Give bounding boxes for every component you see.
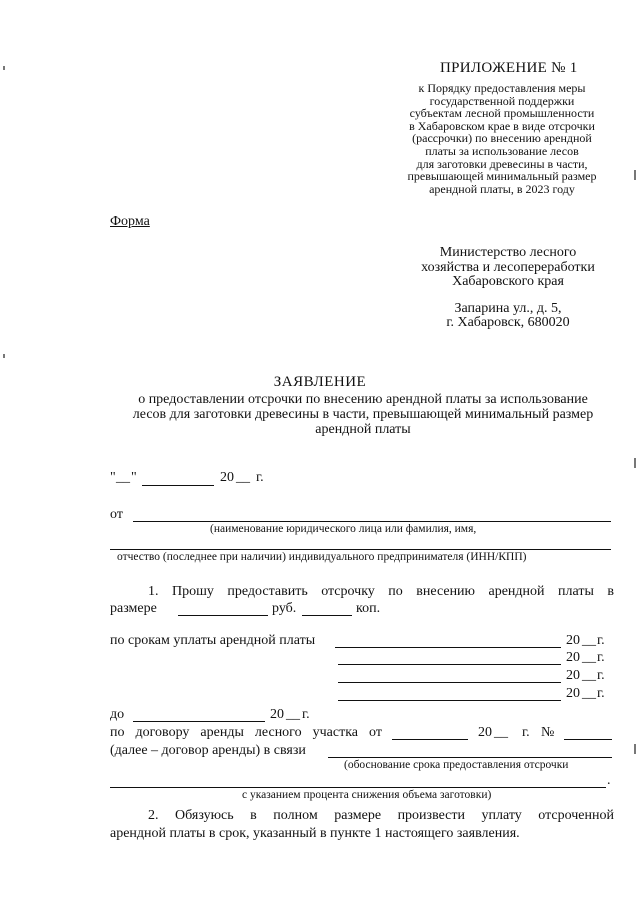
appendix-line: для заготовки древесины в части, [416,156,588,171]
recipient-block [402,246,614,331]
term-field-1[interactable] [335,647,561,648]
recipient-address: г. Хабаровск, 680020 [446,315,570,330]
form-label: Форма [110,214,150,229]
contract-year-blank: __ [494,725,508,740]
date-year-prefix: 20 [220,470,234,485]
appendix-line: (рассрочки) по внесению арендной [412,131,592,146]
from-label: от [110,507,123,522]
contract-date-field[interactable] [392,739,468,740]
term-year-blank: __ [582,686,596,701]
reason-field[interactable] [328,757,612,758]
until-year-prefix: 20 [270,707,284,722]
size-label: размере [110,601,157,616]
term-year-suffix: г. [597,668,605,683]
rub-label: руб. [272,601,297,616]
term-year-suffix: г. [597,633,605,648]
further-label: (далее – договор аренды) в связи [110,743,306,758]
term-year-prefix: 20 [566,650,580,665]
recipient-line: Министерство лесного [439,245,577,260]
date-day-blank: __ [116,470,130,485]
appendix-title: ПРИЛОЖЕНИЕ № 1 [440,60,578,76]
reason-hint: (обоснование срока предоставления отсрочки [344,759,569,771]
date-year-blank: __ [236,470,250,485]
item1-line1: 1. Прошу предоставить отсрочку по внесению арендной платы в [148,584,614,599]
appendix-line: платы за использование лесов [425,143,579,158]
scan-mark [3,354,5,358]
date-month-field[interactable] [142,485,214,486]
until-year-suffix: г. [302,707,310,722]
contract-number-sign: № [541,725,555,740]
subtitle-line: о предоставлении отсрочки по внесению арендной платы за использование [138,392,588,407]
recipient-line: Хабаровского края [452,274,564,289]
contract-number-field[interactable] [564,739,612,740]
kop-label: коп. [356,601,381,616]
contract-year-prefix: 20 [478,725,492,740]
document-subtitle [108,392,618,437]
date-year-suffix: г. [256,470,264,485]
applicant-name-field-2[interactable] [110,549,611,550]
scan-mark [3,66,5,70]
appendix-line: в Хабаровском крае в виде отсрочки [409,118,595,133]
from-hint-2: отчество (последнее при наличии) индивидуального предпринимателя (ИНН/КПП) [117,551,527,563]
scan-mark [634,744,636,754]
recipient-address: Запарина ул., д. 5, [454,300,562,316]
reason-field-2[interactable] [110,787,606,788]
until-label: до [110,707,125,722]
term-year-blank: __ [582,633,596,648]
amount-rub-field[interactable] [178,615,268,616]
appendix-line: государственной поддержки [429,93,575,108]
appendix-text [392,82,612,195]
term-field-3[interactable] [338,682,561,683]
term-year-prefix: 20 [566,633,580,648]
until-date-field[interactable] [133,721,265,722]
term-year-suffix: г. [597,686,605,701]
term-field-4[interactable] [338,700,561,701]
from-hint-1: (наименование юридического лица или фамилия, имя, [210,523,477,535]
term-year-blank: __ [582,668,596,683]
document-title: ЗАЯВЛЕНИЕ [273,374,367,390]
scan-mark [634,170,636,180]
reason-hint-2: с указанием процента снижения объема заготовки) [242,789,492,801]
item2-line2: арендной платы в срок, указанный в пункте 1 настоящего заявления. [110,826,520,841]
applicant-name-field[interactable] [133,521,611,522]
term-year-prefix: 20 [566,668,580,683]
contract-g-label: г. [522,725,530,740]
until-year-blank: __ [286,707,300,722]
reason-period: . [607,773,611,788]
date-quote-close: " [131,470,137,485]
subtitle-line: лесов для заготовки древесины в части, превышающей минимальный размер [132,407,594,422]
recipient-line: хозяйства и лесопереработки [421,259,595,275]
amount-kop-field[interactable] [302,615,352,616]
appendix-line: арендной платы, в 2023 году [429,181,575,196]
term-year-suffix: г. [597,650,605,665]
term-field-2[interactable] [338,664,561,665]
appendix-line: субъектам лесной промышленности [409,106,595,121]
subtitle-line: арендной платы [315,422,411,437]
appendix-line: превышающей минимальный размер [407,169,597,184]
contract-label: по договору аренды лесного участка от [110,725,382,740]
scan-mark [634,458,636,468]
item2-line1: 2. Обязуюсь в полном размере произвести уплату отсроченной [148,808,614,823]
term-year-prefix: 20 [566,686,580,701]
appendix-line: к Порядку предоставления меры [418,81,586,95]
term-year-blank: __ [582,650,596,665]
date-quote-open: " [110,470,116,485]
terms-label: по срокам уплаты арендной платы [110,633,316,648]
